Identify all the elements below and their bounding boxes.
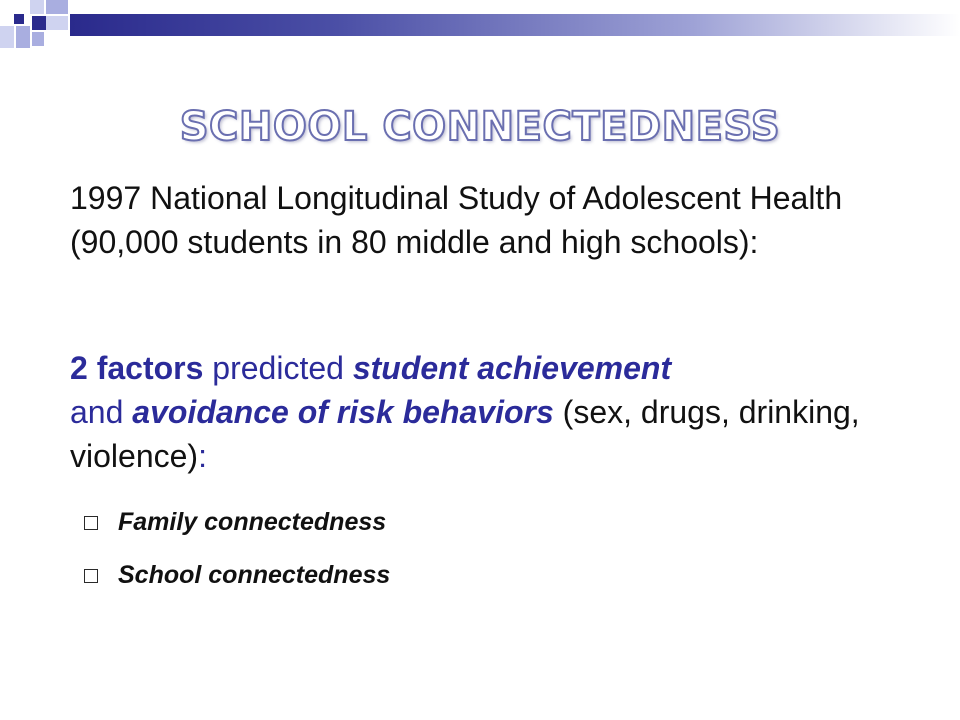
decor-square: [46, 0, 68, 14]
colon-text: :: [198, 438, 207, 474]
decor-square: [0, 26, 14, 48]
study-description: 1997 National Longitudinal Study of Adolescent Health (90,000 students in 80 middle and high schools):: [70, 180, 843, 260]
decor-square: [16, 26, 30, 48]
bullet-text: School connectedness: [118, 561, 391, 589]
square-bullet-icon: [84, 569, 98, 583]
predicted-text: predicted: [203, 350, 353, 386]
bullet-item: [84, 561, 390, 590]
student-achievement-text: student achievement: [352, 350, 672, 386]
decor-square: [46, 16, 68, 30]
decor-square: [14, 14, 24, 24]
decor-square: [30, 0, 44, 14]
header-gradient-bar: [70, 14, 960, 36]
bullet-item: [84, 508, 386, 537]
examples-text: (sex, drugs, drinking, violence): [70, 394, 860, 474]
avoidance-text: avoidance of risk behaviors: [132, 394, 554, 430]
factors-paragraph: [70, 346, 950, 478]
and-text: and: [70, 394, 133, 430]
decor-square: [32, 16, 46, 30]
decor-square: [32, 32, 44, 46]
factors-label: 2 factors: [70, 350, 204, 386]
slide-title: SCHOOL CONNECTEDNESS: [179, 104, 781, 150]
square-bullet-icon: [84, 516, 98, 530]
header-decoration-squares: [0, 0, 80, 60]
bullet-text: Family connectedness: [118, 508, 387, 536]
